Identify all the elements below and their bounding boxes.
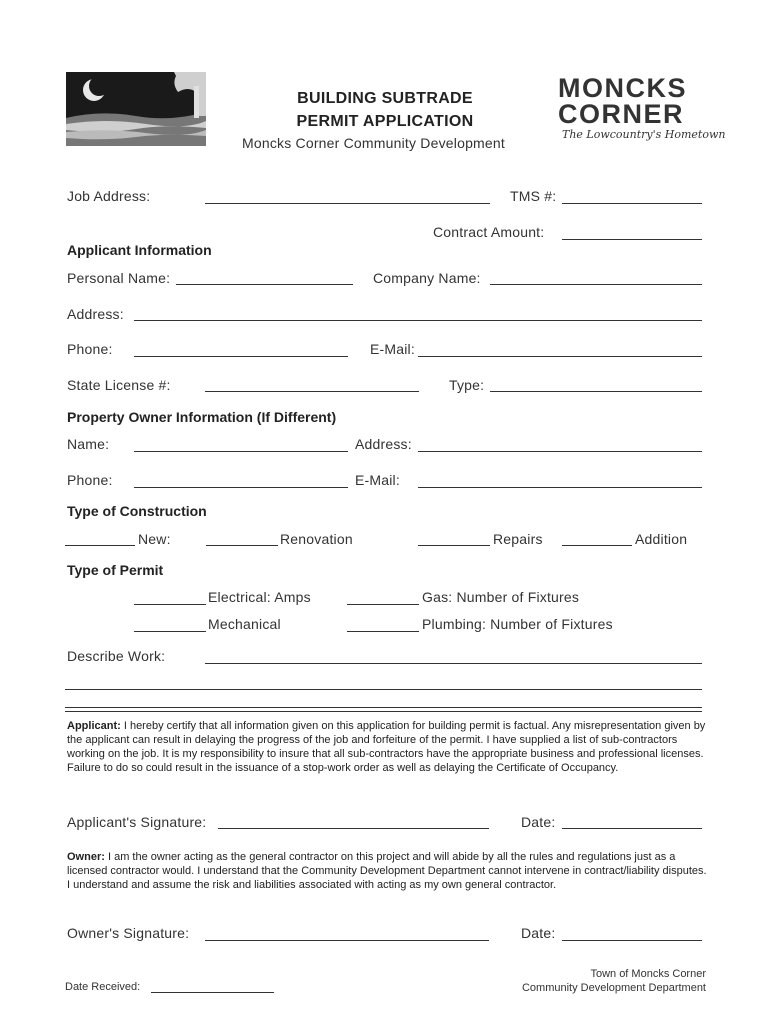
applicant-email-label: E-Mail: [370,341,415,357]
personal-name-field[interactable] [176,284,353,285]
footer-dept-line2: Community Development Department [521,982,706,994]
applicant-signature-field[interactable] [218,828,489,829]
owner-date-field[interactable] [562,940,702,941]
applicant-certification-text [67,719,707,775]
new-construction-label: New: [138,531,171,547]
owner-email-field[interactable] [418,487,702,488]
describe-work-field-line2[interactable] [65,689,702,690]
describe-work-field-line1[interactable] [205,663,702,664]
personal-name-label: Personal Name: [67,270,171,286]
company-name-field[interactable] [490,284,702,285]
new-construction-field[interactable] [65,545,135,546]
applicant-cert-body: I hereby certify that all information given on this application for building permit is factual. Any misrepresentation given by the applicant can result in delaying the progress of the job and forfeiture of the permit. I have supplied a list of sub-contractors working on the job. It is my responsibility to insure that all sub-contractors have the appropriate business and professional licenses. Failure to do so could result in the issuance of a stop-work order as well as delaying the Certificate of Occupancy. [67,720,706,774]
owner-name-label: Name: [67,436,110,452]
company-name-label: Company Name: [373,270,481,286]
addition-label: Addition [635,531,688,547]
permit-type-heading: Type of Permit [67,562,164,578]
contract-amount-label: Contract Amount: [433,224,545,240]
gas-fixtures-field[interactable] [347,604,419,605]
property-owner-heading: Property Owner Information (If Different) [67,409,337,425]
electrical-amps-field[interactable] [134,604,206,605]
tms-label: TMS #: [510,188,557,204]
plumbing-fixtures-label: Plumbing: Number of Fixtures [422,616,613,632]
repairs-label: Repairs [493,531,543,547]
license-type-label: Type: [449,377,485,393]
footer-dept-line1: Town of Moncks Corner [590,968,706,980]
section-divider-bottom [65,711,702,712]
applicant-address-field[interactable] [134,320,702,321]
owner-signature-label: Owner's Signature: [67,925,190,941]
owner-statement-text [67,850,707,892]
applicant-cert-bold: Applicant: [67,720,121,732]
renovation-label: Renovation [280,531,353,547]
contract-amount-field[interactable] [562,239,702,240]
construction-type-heading: Type of Construction [67,503,207,519]
owner-address-label: Address: [355,436,412,452]
form-subtitle: Moncks Corner Community Development [242,135,505,151]
job-address-label: Job Address: [67,188,151,204]
plumbing-fixtures-field[interactable] [347,631,419,632]
applicant-info-heading: Applicant Information [67,242,212,258]
applicant-phone-label: Phone: [67,341,113,357]
applicant-email-field[interactable] [418,356,702,357]
town-logo-image [66,72,206,146]
owner-stmt-body: I am the owner acting as the general contractor on this project and will abide by all the rules and regulations just as a licensed contractor would. I understand that the Community Development Department cannot intervene in contract/liability disputes. I understand and assume the risk and liabilities associated with acting as my own general contractor. [67,851,707,891]
electrical-amps-label: Electrical: Amps [208,589,311,605]
addition-field[interactable] [562,545,632,546]
form-title-line2: PERMIT APPLICATION [296,113,474,130]
applicant-date-field[interactable] [562,828,702,829]
owner-name-field[interactable] [134,451,348,452]
job-address-field[interactable] [205,203,490,204]
mechanical-label: Mechanical [208,616,281,632]
repairs-field[interactable] [418,545,490,546]
applicant-address-label: Address: [67,306,124,322]
owner-phone-field[interactable] [134,487,348,488]
brand-tagline: The Lowcountry's Hometown [562,128,726,141]
renovation-field[interactable] [206,545,278,546]
brand-name-line2: CORNER [558,99,685,129]
tms-field[interactable] [562,203,702,204]
applicant-signature-label: Applicant's Signature: [67,814,207,830]
license-type-field[interactable] [490,391,702,392]
applicant-date-label: Date: [521,814,556,830]
state-license-label: State License #: [67,377,171,393]
owner-email-label: E-Mail: [355,472,400,488]
owner-signature-field[interactable] [205,940,489,941]
describe-work-label: Describe Work: [67,648,166,664]
applicant-phone-field[interactable] [134,356,348,357]
state-license-field[interactable] [205,391,419,392]
form-title-line1: BUILDING SUBTRADE [297,90,473,107]
owner-address-field[interactable] [418,451,702,452]
owner-date-label: Date: [521,925,556,941]
mechanical-field[interactable] [134,631,206,632]
date-received-label: Date Received: [65,981,141,993]
date-received-field[interactable] [151,992,274,993]
section-divider-top [65,707,702,708]
owner-phone-label: Phone: [67,472,113,488]
gas-fixtures-label: Gas: Number of Fixtures [422,589,580,605]
brand-name-line1: MONCKS [558,73,687,103]
owner-stmt-bold: Owner: [67,851,105,863]
